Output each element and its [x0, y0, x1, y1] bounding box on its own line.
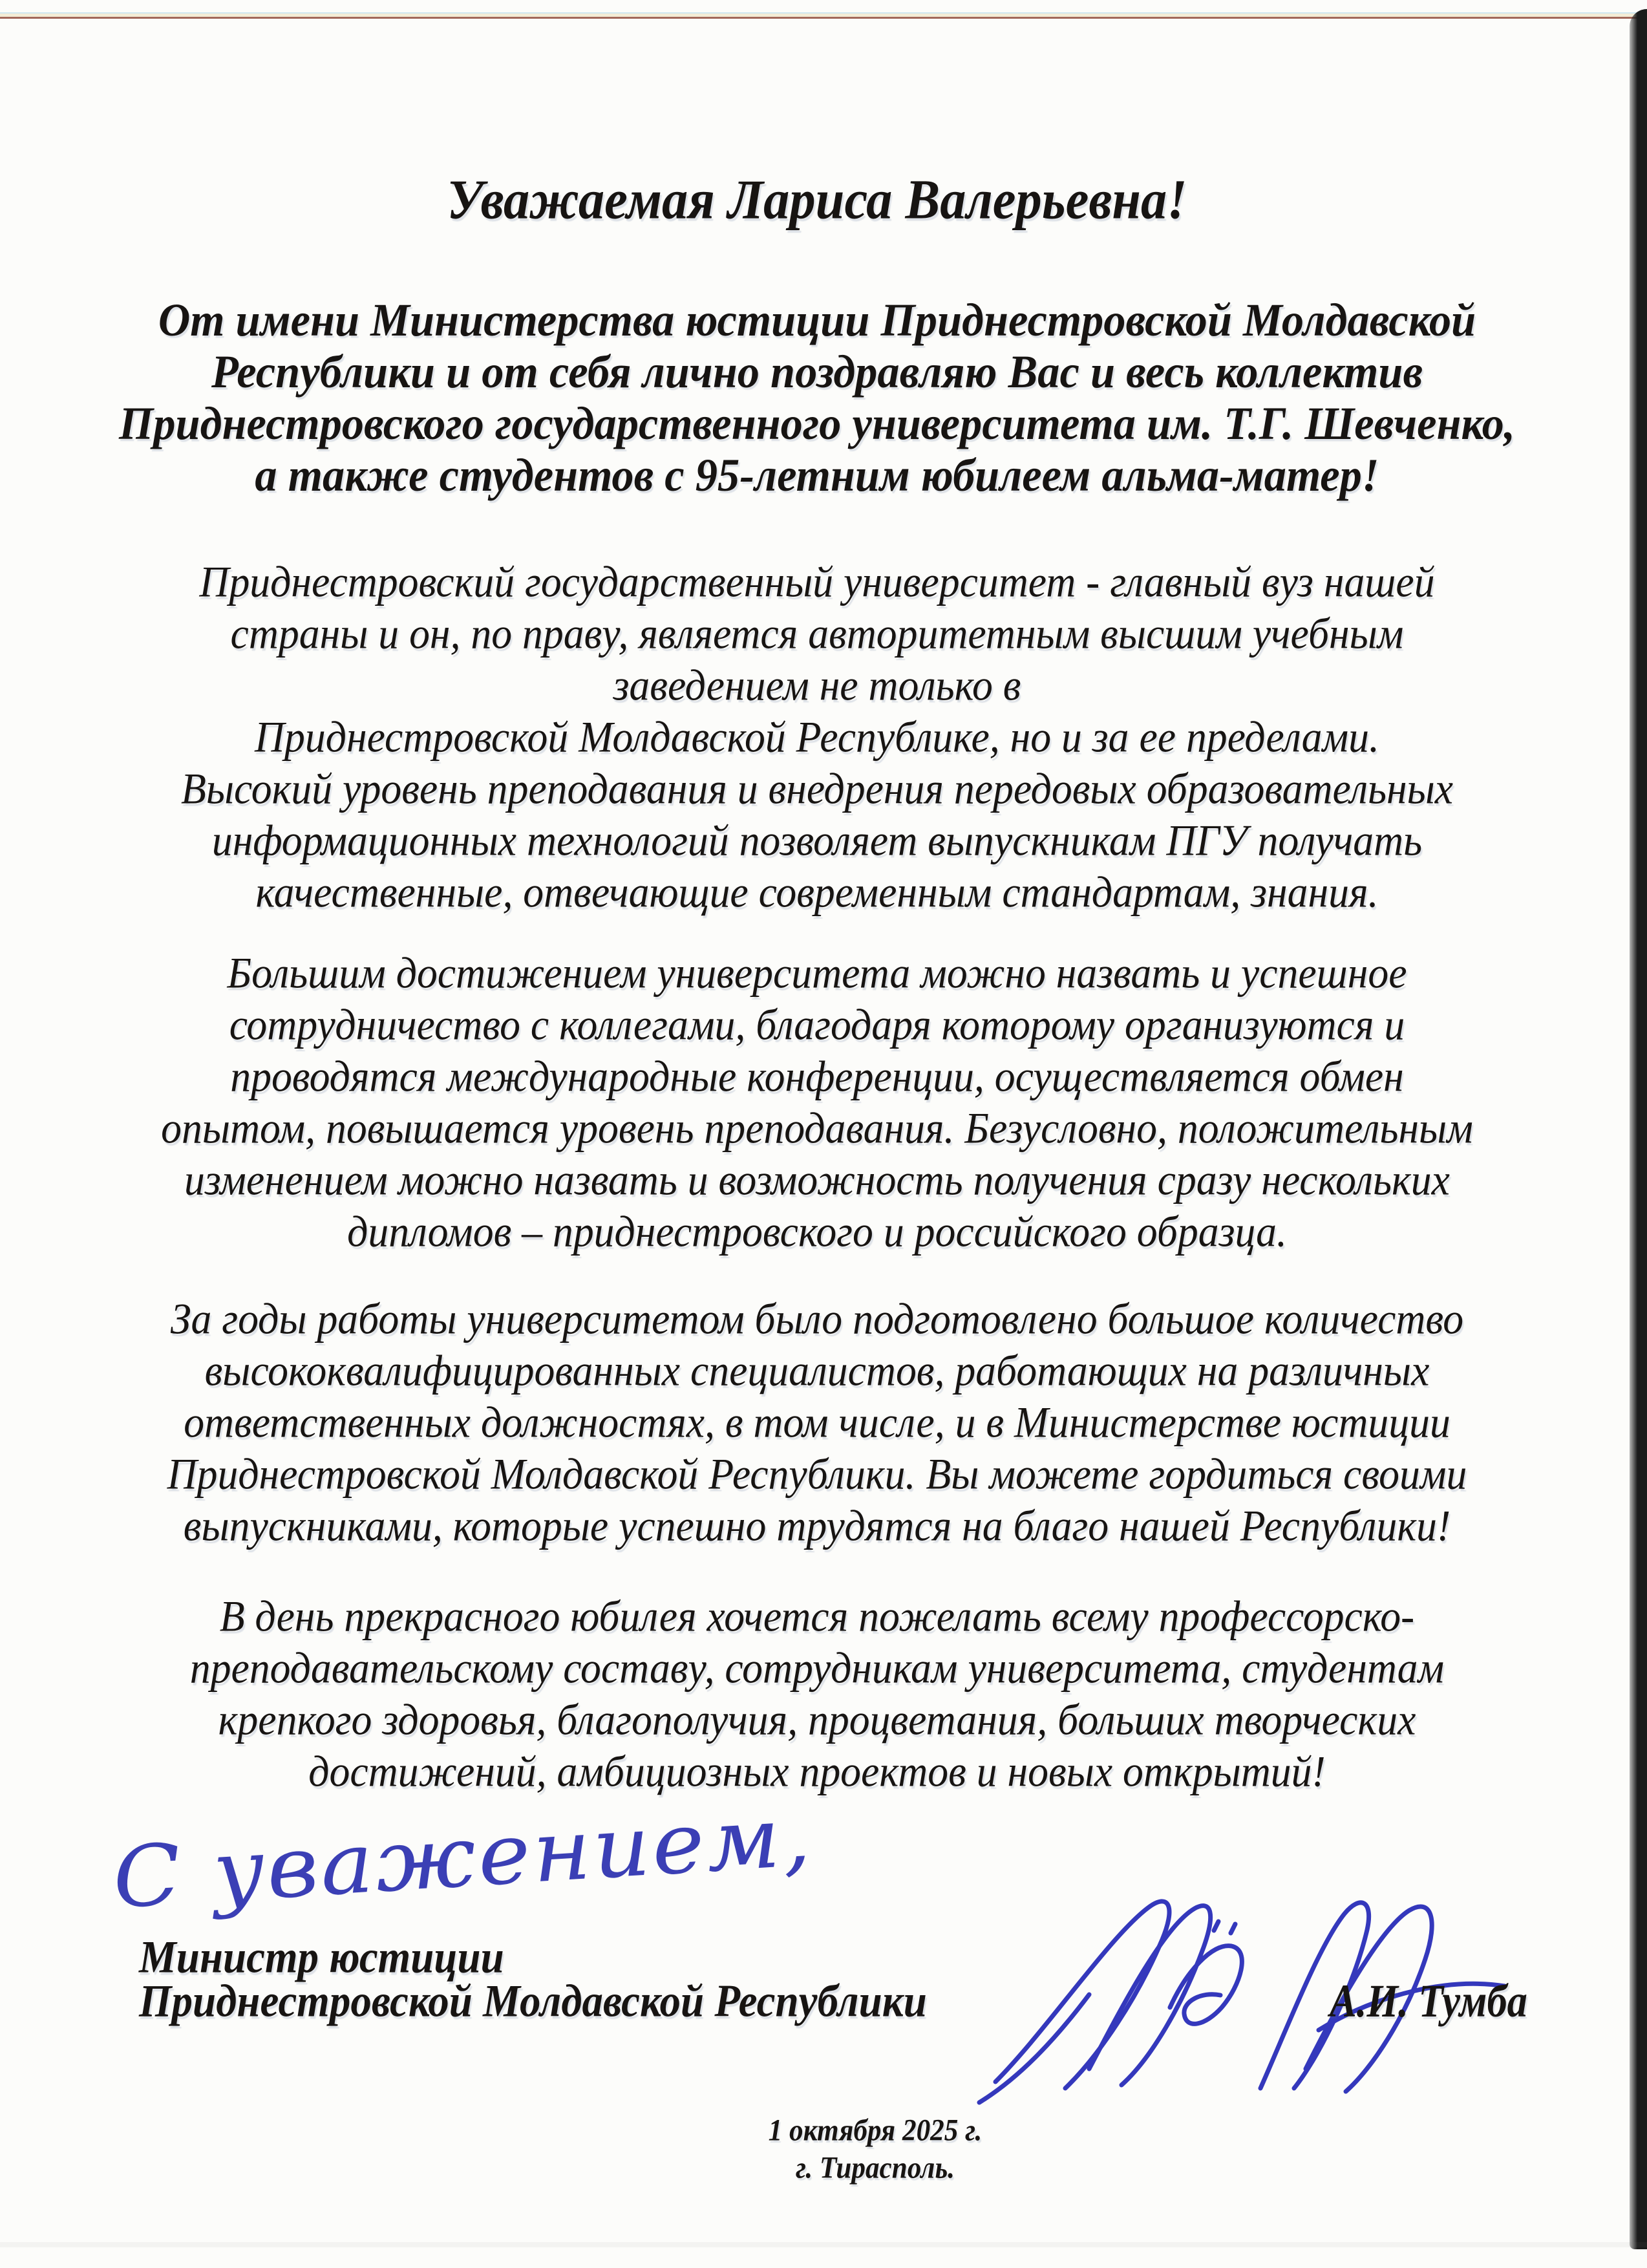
date-block — [229, 2112, 1522, 2187]
letter-line: сотрудничество с коллегами, благодаря которому организуются и — [229, 1000, 1405, 1049]
scan-top-edge-artifact — [0, 12, 1647, 19]
place-line: г. Тирасполь. — [795, 2150, 955, 2185]
letter-line: а также студентов с 95-летним юбилеем альма-матер! — [255, 448, 1379, 501]
paragraph-university — [97, 556, 1537, 918]
letter-line: Приднестровского государственного университета им. Т.Г. Шевченко, — [119, 396, 1515, 449]
letter-line: выпускниками, которые успешно трудятся на благо нашей Республики! — [183, 1501, 1451, 1550]
letter-line: За годы работы университетом было подготовлено большое количество — [170, 1294, 1464, 1343]
letter-line: Приднестровской Молдавской Республике, но и за ее пределами. — [255, 712, 1379, 762]
letter-line: качественные, отвечающие современным стандартам, знания. — [255, 868, 1379, 917]
letter-line: дипломов – приднестровского и российского образца. — [347, 1207, 1287, 1256]
letter-line: В день прекрасного юбилея хочется пожелать всему профессорско- — [219, 1592, 1415, 1641]
signer-position-line: Министр юстиции — [139, 1932, 504, 1983]
signer-name — [1293, 1974, 1564, 2027]
handwritten-salutation: С уважением, — [110, 1786, 816, 1927]
signer-name-line: А.И. Тумба — [1329, 1974, 1527, 2027]
letter-line: страны и он, по праву, является авторитетным высшим учебным — [230, 609, 1404, 658]
letter-line: Высокий уровень преподавания и внедрения передовых образовательных — [180, 764, 1454, 813]
letter-line: Большим достижением университета можно назвать и успешное — [227, 948, 1407, 998]
letter-line: крепкого здоровья, благополучия, процветания, больших творческих — [218, 1695, 1416, 1744]
title-line: Уважаемая Лариса Валерьевна! — [447, 169, 1187, 231]
signer-position — [139, 1932, 927, 2027]
signer-position-line: Приднестровской Молдавской Республики — [139, 1976, 927, 2027]
letter-line: опытом, повышается уровень преподавания. Безусловно, положительным — [161, 1104, 1473, 1153]
letter-title — [97, 169, 1537, 231]
letter-line: достижений, амбициозных проектов и новых открытий! — [308, 1747, 1326, 1796]
letter-line: информационных технологий позволяет выпускникам ПГУ получать — [211, 816, 1423, 865]
paragraph-achievements — [97, 947, 1537, 1257]
letter-line: Приднестровской Молдавской Республики. Вы можете гордиться своими — [167, 1450, 1467, 1499]
paragraph-wishes — [97, 1590, 1537, 1797]
letter-line: заведением не только в — [613, 661, 1021, 710]
paragraph-greeting — [97, 294, 1537, 501]
date-line: 1 октября 2025 г. — [768, 2112, 983, 2148]
scan-bottom-noise — [0, 2242, 1647, 2247]
letter-line: проводятся международные конференции, осуществляется обмен — [230, 1052, 1404, 1101]
letter-line: изменением можно назвать и возможность получения сразу нескольких — [184, 1155, 1450, 1204]
letter-line: ответственных должностях, в том числе, и в Министерстве юстиции — [184, 1398, 1450, 1447]
letter-line: Приднестровский государственный университет - главный вуз нашей — [199, 557, 1435, 606]
paragraph-graduates — [97, 1293, 1537, 1552]
letter-line: высококвалифицированных специалистов, работающих на различных — [204, 1346, 1430, 1395]
letter-line: Республики и от себя лично поздравляю Вас и весь коллектив — [211, 345, 1423, 398]
letter-line: От имени Министерства юстиции Приднестровской Молдавской — [158, 293, 1476, 346]
letter-line: преподавательскому составу, сотрудникам университета, студентам — [189, 1643, 1445, 1693]
